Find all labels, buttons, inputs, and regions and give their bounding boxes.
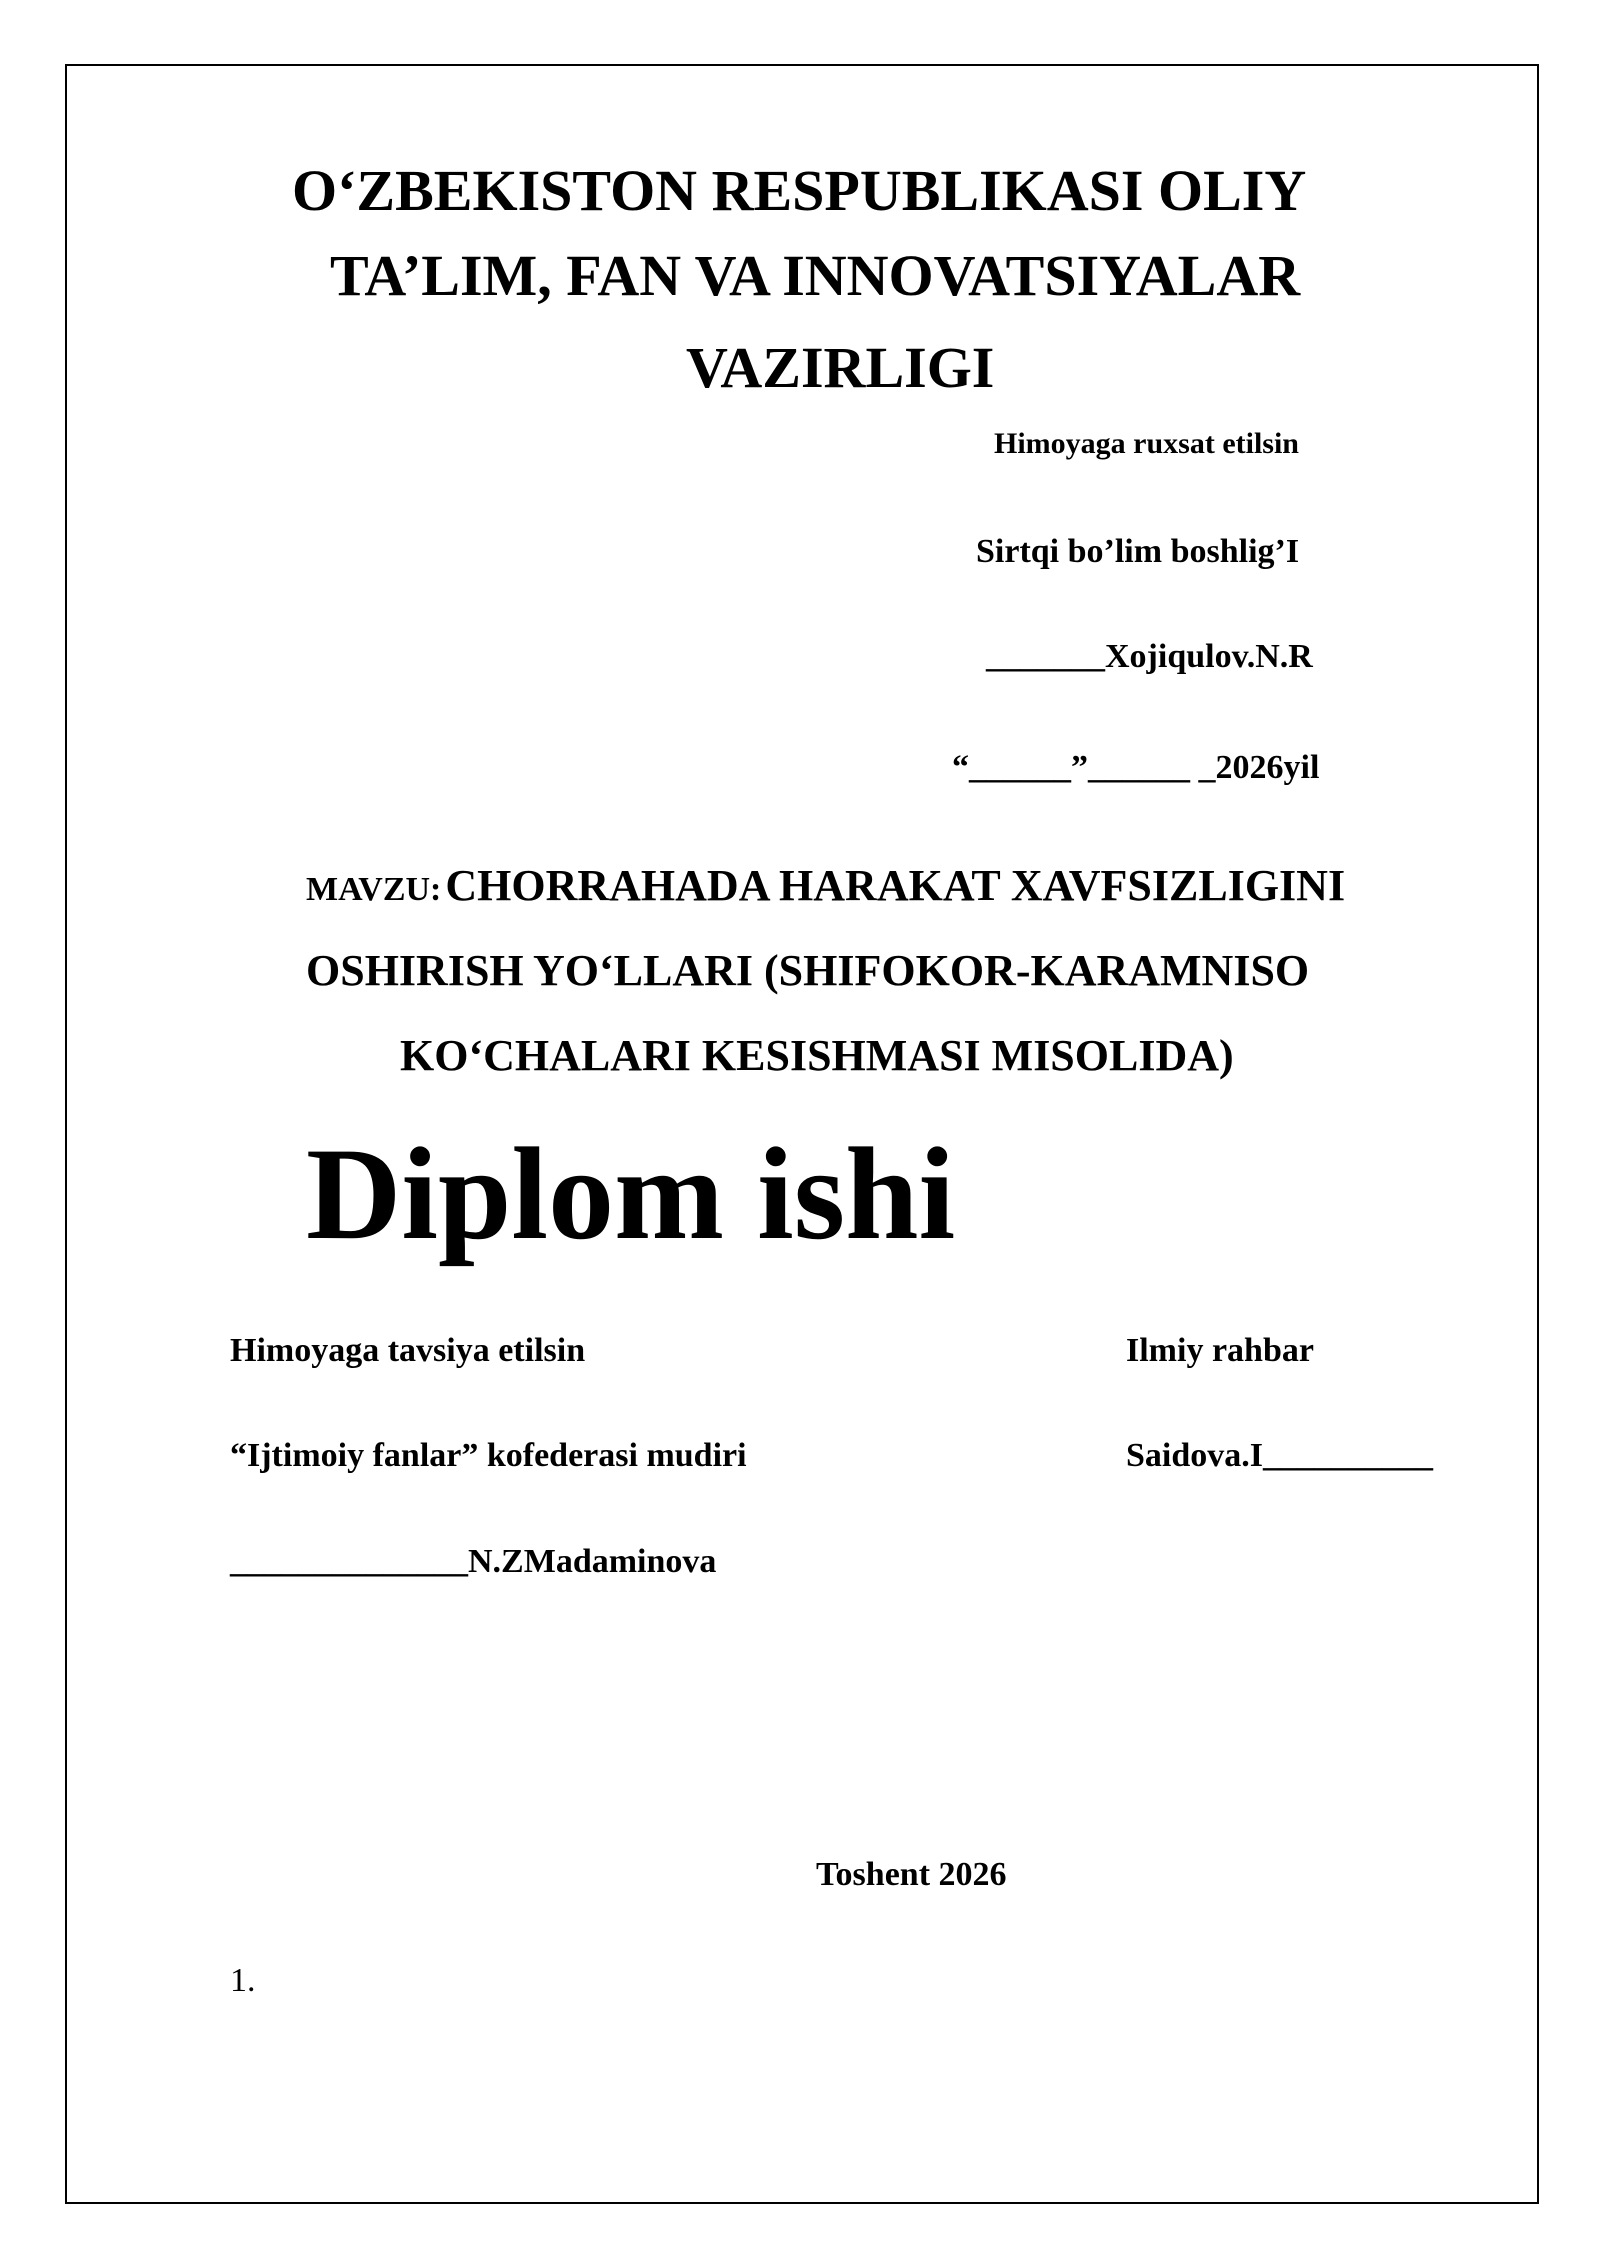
topic-line2: OSHIRISH YO‘LLARI (SHIFOKOR-KARAMNISO [306,946,1310,995]
approval-position: Sirtqi bo’lim boshlig’I [976,533,1300,570]
recommendation-text: Himoyaga tavsiya etilsin [230,1332,586,1369]
supervisor-role: Ilmiy rahbar [1126,1332,1314,1369]
ministry-title-line1: O‘ZBEKISTON RESPUBLIKASI OLIY [292,158,1307,223]
document-type-title: Diplom ishi [306,1120,956,1267]
topic-text-line1: CHORRAHADA HARAKAT XAVFSIZLIGINI [445,861,1346,910]
list-number: 1. [230,1962,256,1999]
department-head-signature: ______________N.ZMadaminova [230,1543,717,1580]
supervisor-signature: Saidova.I__________ [1126,1437,1433,1474]
topic-line1 [306,861,1346,910]
department-head-title: “Ijtimoiy fanlar” kofederasi mudiri [230,1437,747,1474]
approval-date: “______”______ _2026yil [952,749,1320,786]
ministry-title-line2: TA’LIM, FAN VA INNOVATSIYALAR [330,243,1301,308]
ministry-title-line3: VAZIRLIGI [686,335,995,400]
topic-line3: KO‘CHALARI KESISHMASI MISOLIDA) [400,1031,1234,1080]
city-year: Toshent 2026 [816,1856,1007,1893]
approval-signature: _______Xojiqulov.N.R [986,638,1313,675]
approval-permission: Himoyaga ruxsat etilsin [994,427,1299,460]
topic-prefix: MAVZU: [306,871,442,908]
